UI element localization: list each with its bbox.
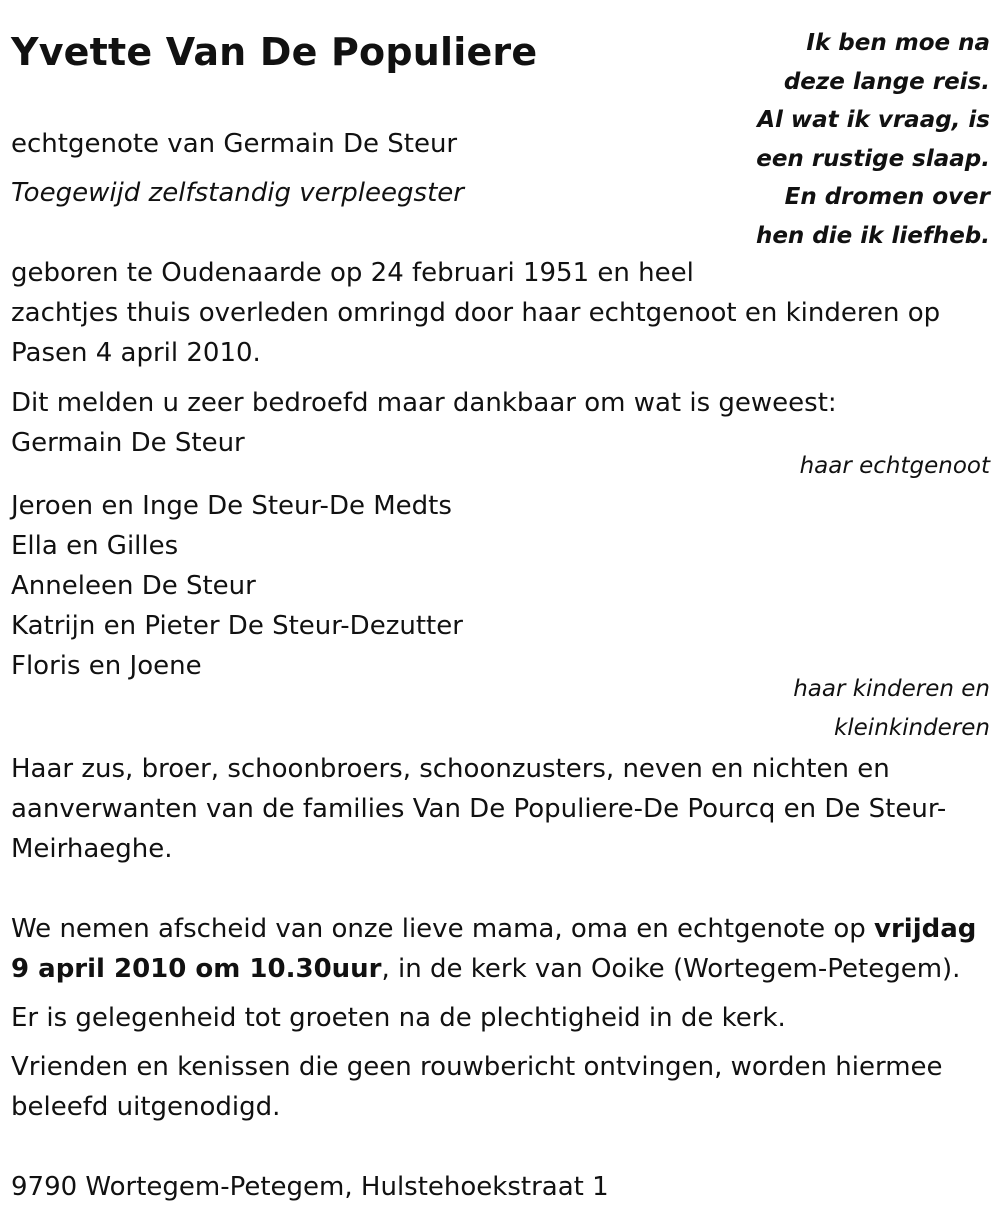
children-role-line-1: haar kinderen en [793, 676, 990, 702]
birth-death-line-2: zachtjes thuis overleden omringd door haar echtgenoot en kinderen op [11, 298, 941, 328]
extended-family: Haar zus, broer, schoonbroers, schoonzusters, neven en nichten en aanverwanten van de families Van De Populiere-De Pourcq en De Steur-Meirhaeghe. [11, 754, 947, 864]
poem-line: En dromen over [784, 184, 990, 210]
poem-line: een rustige slaap. [756, 145, 990, 172]
birth-death-line-3: Pasen 4 april 2010. [11, 338, 261, 368]
funeral-info [11, 909, 996, 989]
poem-line: Al wat ik vraag, is [757, 107, 990, 133]
list-item: Katrijn en Pieter De Steur-Dezutter [11, 611, 463, 641]
address: 9790 Wortegem-Petegem, Hulstehoekstraat 1 [11, 1172, 609, 1202]
occupation: Toegewijd zelfstandig verpleegster [11, 178, 464, 208]
funeral-text-after: , in de kerk van Ooike (Wortegem-Petegem). [381, 954, 961, 984]
children-list [11, 486, 463, 686]
condolence-note: Er is gelegenheid tot groeten na de plechtigheid in de kerk. [11, 1003, 786, 1033]
poem-line: deze lange reis. [783, 68, 990, 95]
funeral-date: vrijdag 9 april 2010 om 10.30uur [11, 914, 977, 984]
announcement-intro: Dit melden u zeer bedroefd maar dankbaar om wat is geweest: [11, 388, 837, 418]
poem [690, 24, 990, 255]
birth-death-line-1: geboren te Oudenaarde op 24 februari 1951 en heel [11, 258, 694, 288]
spouse-name: Germain De Steur [11, 428, 245, 458]
deceased-name: Yvette Van De Populiere [11, 30, 538, 74]
list-item: Jeroen en Inge De Steur-De Medts [11, 491, 452, 521]
spouse-line: echtgenote van Germain De Steur [11, 129, 458, 159]
poem-line: Ik ben moe na [806, 30, 990, 56]
children-role-line-2: kleinkinderen [833, 715, 990, 741]
funeral-text-before: We nemen afscheid van onze lieve mama, oma en echtgenote op [11, 914, 875, 944]
poem-line: hen die ik liefheb. [755, 222, 990, 249]
children-role [793, 670, 990, 748]
list-item: Ella en Gilles [11, 531, 179, 561]
list-item: Anneleen De Steur [11, 571, 256, 601]
invitation-note: Vrienden en kenissen die geen rouwbericht ontvingen, worden hiermee beleefd uitgenodigd. [11, 1052, 943, 1122]
spouse-role: haar echtgenoot [799, 453, 990, 479]
list-item: Floris en Joene [11, 651, 202, 681]
